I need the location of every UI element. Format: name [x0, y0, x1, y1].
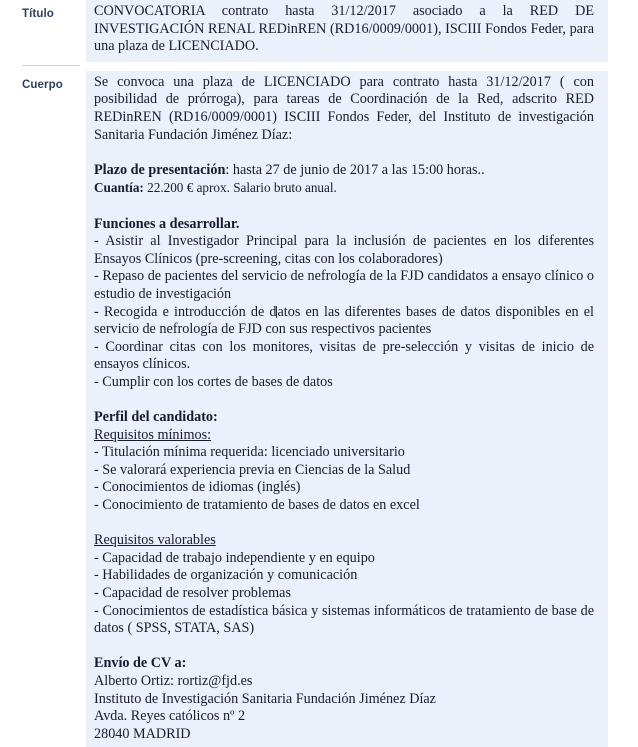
- requisitos-minimos-item: - Se valorará experiencia previa en Ciencias de la Salud: [94, 461, 411, 478]
- requisitos-valorables-item: - Habilidades de organización y comunicación: [94, 567, 358, 584]
- field-label-titulo: Título: [22, 8, 54, 20]
- field-label-cuerpo: Cuerpo: [22, 78, 63, 91]
- field-label-titulo-cell: [0, 0, 86, 22]
- perfil-heading-text: Perfil del candidato:: [94, 409, 218, 426]
- funciones-heading: [94, 216, 594, 234]
- spacer-before-envio: [94, 638, 594, 656]
- spacer-before-funciones: [94, 198, 594, 216]
- field-label-cuerpo-cell: [0, 71, 86, 93]
- field-row-cuerpo: [0, 71, 638, 747]
- envio-line: Instituto de Investigación Sanitaria Fundación Jiménez Díaz: [94, 690, 436, 707]
- funciones-heading-text: Funciones a desarrollar.: [94, 215, 240, 232]
- funciones-item-datos-post: atos en las diferentes bases de datos disponibles en el servicio de nefrología de FJD con sus respectivos pacientes: [94, 303, 594, 338]
- requisitos-minimos-item: - Conocimiento de tratamiento de bases de datos en excel: [94, 497, 420, 514]
- spacer-before-perfil: [94, 391, 594, 409]
- funciones-item: - Asistir al Investigador Principal para la inclusión de pacientes en los diferentes Ensayos Clínicos (pre-screening, citas con los colaboradores): [94, 233, 594, 267]
- requisitos-valorables-item: - Conocimientos de estadística básica y sistemas informáticos de tratamiento de base de datos ( SPSS, STATA, SAS): [94, 602, 594, 637]
- envio-line: Avda. Reyes católicos nº 2: [94, 708, 246, 725]
- envio-heading: [94, 655, 594, 673]
- spacer-after-intro: [94, 144, 594, 162]
- funciones-item: - Cumplir con los cortes de bases de datos: [94, 373, 333, 390]
- funciones-item-datos-pre: - Recogida e introducción de d: [94, 303, 277, 320]
- cuantia-line: [94, 179, 594, 198]
- spacer-before-valorables: [94, 515, 594, 533]
- requisitos-valorables-item: - Capacidad de trabajo independiente y en equipo: [94, 549, 375, 566]
- funciones-item: - Repaso de pacientes del servicio de nefrología de la FJD candidatos a ensayo clínico o estudio de investigación: [94, 268, 594, 302]
- plazo-value: : hasta 27 de junio de 2017 a las 15:00 horas..: [225, 161, 485, 178]
- separator-line: [22, 65, 80, 66]
- cuantia-label: Cuantía:: [94, 180, 144, 196]
- funciones-item: - Coordinar citas con los monitores, visitas de pre-selección y visitas de inicio de ensayos clínicos.: [94, 338, 594, 373]
- requisitos-minimos-item: - Conocimientos de idiomas (inglés): [94, 479, 301, 496]
- plazo-line: [94, 162, 594, 180]
- requisitos-minimos-item: - Titulación mínima requerida: licenciado universitario: [94, 444, 405, 461]
- titulo-text: CONVOCATORIA contrato hasta 31/12/2017 asociado a la RED DE INVESTIGACIÓN RENAL REDinREN (RD16/0009/0001), ISCIII Fondos Feder, para una plaza de LICENCIADO.: [94, 3, 594, 55]
- requisitos-minimos-heading-text: Requisitos mínimos:: [94, 426, 212, 443]
- row-separator: [0, 62, 638, 71]
- requisitos-valorables-item: - Capacidad de resolver problemas: [94, 585, 291, 601]
- plazo-label: Plazo de presentación: [94, 161, 226, 178]
- envio-line: 28040 MADRID: [94, 725, 191, 742]
- envio-line: Alberto Ortiz: rortiz@fjd.es: [94, 672, 253, 689]
- cuerpo-intro-paragraph: Se convoca una plaza de LICENCIADO para contrato hasta 31/12/2017 ( con posibilidad de prórroga), para tareas de Coordinación de la Red, adscrito RED REDinREN (RD16/0009/0001) ISCIII Fondos Feder, del Instituto de investigación Sanitaria Fundación Jiménez Díaz:: [94, 73, 594, 143]
- cuantia-value: 22.200 € aprox. Salario bruto anual.: [143, 180, 337, 196]
- field-value-titulo-cell[interactable]: [86, 0, 608, 62]
- requisitos-valorables-heading: [94, 532, 594, 550]
- funciones-item-datos: [94, 304, 594, 339]
- requisitos-valorables-heading-text: Requisitos valorables: [94, 532, 216, 549]
- field-value-cuerpo-cell[interactable]: [86, 71, 608, 747]
- perfil-heading: [94, 409, 594, 427]
- envio-heading-text: Envío de CV a:: [94, 655, 187, 672]
- requisitos-minimos-heading: [94, 427, 594, 445]
- field-row-titulo: [0, 0, 638, 62]
